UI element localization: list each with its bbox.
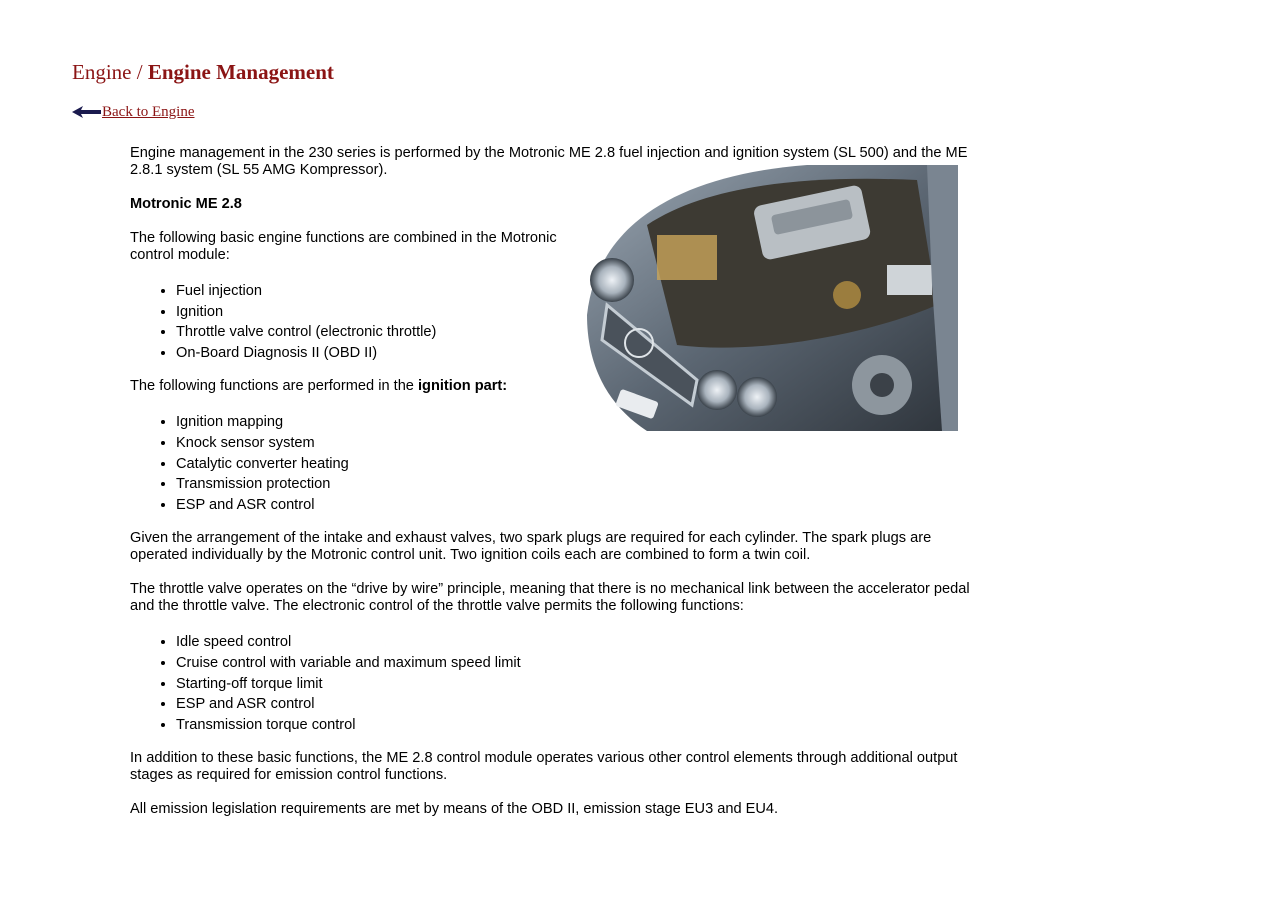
- list-item: • Idle speed control: [176, 632, 970, 653]
- arrow-left-icon[interactable]: [72, 105, 101, 119]
- back-to-engine-link[interactable]: Back to Engine: [102, 103, 195, 120]
- throttle-paragraph: The throttle valve operates on the “drive by wire” principle, meaning that there is no mechanical link between the accelerator pedal and the throttle valve. The electronic control of the throttle valve permits the following functions:: [130, 581, 970, 615]
- list-item: • ESP and ASR control: [176, 495, 970, 516]
- list-item: • Catalytic converter heating: [176, 454, 970, 475]
- list-item: • Fuel injection: [176, 281, 970, 302]
- intro-paragraph: Engine management in the 230 series is performed by the Motronic ME 2.8 fuel injection and ignition system (SL 500) and the ME 2.8.1 system (SL 55 AMG Kompressor).: [130, 145, 968, 178]
- basic-functions-intro: The following basic engine functions are combined in the Motronic control module:: [130, 230, 557, 263]
- spark-plug-paragraph: Given the arrangement of the intake and exhaust valves, two spark plugs are required for each cylinder. The spark plugs are operated individually by the Motronic control unit. Two ignition coils each are combined to form a twin coil.: [130, 530, 932, 564]
- ignition-intro: [130, 378, 970, 395]
- list-item: • Starting-off torque limit: [176, 674, 970, 695]
- list-item: • Throttle valve control (electronic throttle): [176, 322, 970, 343]
- ignition-functions-list: [130, 412, 970, 515]
- list-item: • Ignition mapping: [176, 412, 970, 433]
- additional-functions-paragraph: In addition to these basic functions, the ME 2.8 control module operates various other control elements through additional output stages as required for emission control functions.: [130, 750, 958, 784]
- ignition-intro-text: The following functions are performed in the: [130, 378, 418, 395]
- list-item: • Ignition: [176, 302, 970, 323]
- list-item: • Transmission torque control: [176, 715, 970, 736]
- emission-paragraph: All emission legislation requirements are met by means of the OBD II, emission stage EU3 and EU4.: [130, 801, 779, 818]
- list-item: • Cruise control with variable and maximum speed limit: [176, 653, 970, 674]
- list-item: • Knock sensor system: [176, 433, 970, 454]
- list-item: • ESP and ASR control: [176, 694, 970, 715]
- back-link-row: [72, 102, 194, 122]
- section-heading: Motronic ME 2.8: [130, 196, 242, 212]
- list-item: • On-Board Diagnosis II (OBD II): [176, 343, 970, 364]
- basic-functions-list: [130, 281, 970, 363]
- article-body: [130, 145, 970, 835]
- list-item: • Transmission protection: [176, 474, 970, 495]
- breadcrumb: [72, 60, 334, 85]
- breadcrumb-separator: /: [131, 60, 148, 84]
- breadcrumb-parent: Engine: [72, 60, 132, 84]
- ignition-intro-bold: ignition part:: [417, 378, 508, 395]
- throttle-functions-list: [130, 632, 970, 735]
- page-title: Engine Management: [147, 60, 334, 84]
